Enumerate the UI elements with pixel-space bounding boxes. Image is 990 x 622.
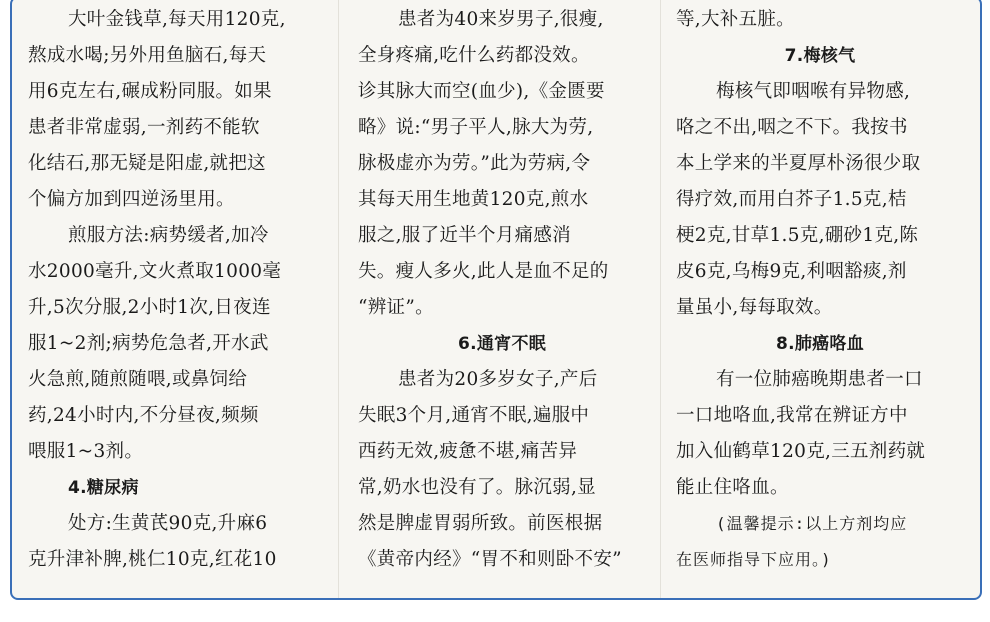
text-line: 皮6克,乌梅9克,利咽豁痰,剂: [676, 261, 907, 282]
text-line: 常,奶水也没有了。脉沉弱,显: [358, 477, 596, 498]
text-column-3: [676, 2, 964, 578]
text-line: 患者非常虚弱,一剂药不能软: [28, 117, 260, 138]
tip-note-line: 在医师指导下应用。): [676, 550, 832, 569]
text-line: 《黄帝内经》“胃不和则卧不安”: [358, 549, 622, 570]
text-line: 煎服方法:病势缓者,加冷: [68, 225, 269, 246]
text-column-1: [28, 2, 316, 578]
text-line: 得疗效,而用白芥子1.5克,桔: [676, 189, 907, 210]
text-line: 克升津补脾,桃仁10克,红花10: [28, 549, 277, 570]
text-line: 加入仙鹤草120克,三五剂药就: [676, 441, 926, 462]
text-line: 失。瘦人多火,此人是血不足的: [358, 261, 609, 282]
text-line: 咯之不出,咽之不下。我按书: [676, 117, 908, 138]
text-line: 本上学来的半夏厚朴汤很少取: [676, 153, 921, 174]
text-line: 处方:生黄芪90克,升麻6: [68, 513, 268, 534]
section-heading: 7.梅核气: [784, 46, 856, 66]
text-line: 梅核气即咽喉有异物感,: [716, 81, 911, 102]
text-line: 梗2克,甘草1.5克,硼砂1克,陈: [676, 225, 919, 246]
column-divider: [338, 0, 339, 598]
text-line: 患者为20多岁女子,产后: [398, 369, 598, 390]
text-line: 个偏方加到四逆汤里用。: [28, 189, 235, 210]
section-heading: 6.通宵不眠: [457, 334, 547, 354]
text-column-2: [358, 2, 646, 578]
text-line: 一口地咯血,我常在辨证方中: [676, 405, 908, 426]
text-line: “辨证”。: [358, 297, 434, 318]
text-line: 量虽小,每每取效。: [676, 297, 833, 318]
text-line: 诊其脉大而空(血少),《金匮要: [358, 81, 605, 102]
text-line: 然是脾虚胃弱所致。前医根据: [358, 513, 603, 534]
text-line: 熬成水喝;另外用鱼脑石,每天: [28, 45, 267, 66]
text-line: 用6克左右,碾成粉同服。如果: [28, 81, 272, 102]
section-heading: 8.肺癌咯血: [775, 334, 865, 354]
text-line: 服之,服了近半个月痛感消: [358, 225, 571, 246]
text-line: 升,5次分服,2小时1次,日夜连: [28, 297, 271, 318]
text-line: 喂服1~3剂。: [28, 441, 144, 462]
text-line: 失眠3个月,通宵不眠,遍服中: [358, 405, 590, 426]
text-line: 略》说:“男子平人,脉大为劳,: [358, 117, 594, 138]
text-line: 有一位肺癌晚期患者一口: [716, 369, 923, 390]
text-line: 火急煎,随煎随喂,或鼻饲给: [28, 369, 248, 390]
column-divider: [660, 0, 661, 598]
text-line: 能止住咯血。: [676, 477, 789, 498]
text-line: 西药无效,疲惫不堪,痛苦异: [358, 441, 578, 462]
text-line: 化结石,那无疑是阳虚,就把这: [28, 153, 266, 174]
section-heading: 4.糖尿病: [68, 478, 139, 498]
text-line: 水2000毫升,文火煮取1000毫: [28, 261, 282, 282]
article-page: [10, 0, 982, 600]
text-line: 服1~2剂;病势危急者,开水武: [28, 333, 269, 354]
text-line: 其每天用生地黄120克,煎水: [358, 189, 589, 210]
text-line: 患者为40来岁男子,很瘦,: [398, 9, 604, 30]
text-line: 等,大补五脏。: [676, 9, 795, 30]
text-line: 全身疼痛,吃什么药都没效。: [358, 45, 590, 66]
text-line: 脉极虚亦为劳。”此为劳病,令: [358, 153, 591, 174]
tip-note-line: (温馨提示:以上方剂均应: [716, 514, 908, 533]
text-line: 药,24小时内,不分昼夜,频频: [28, 405, 259, 426]
text-line: 大叶金钱草,每天用120克,: [68, 9, 286, 30]
